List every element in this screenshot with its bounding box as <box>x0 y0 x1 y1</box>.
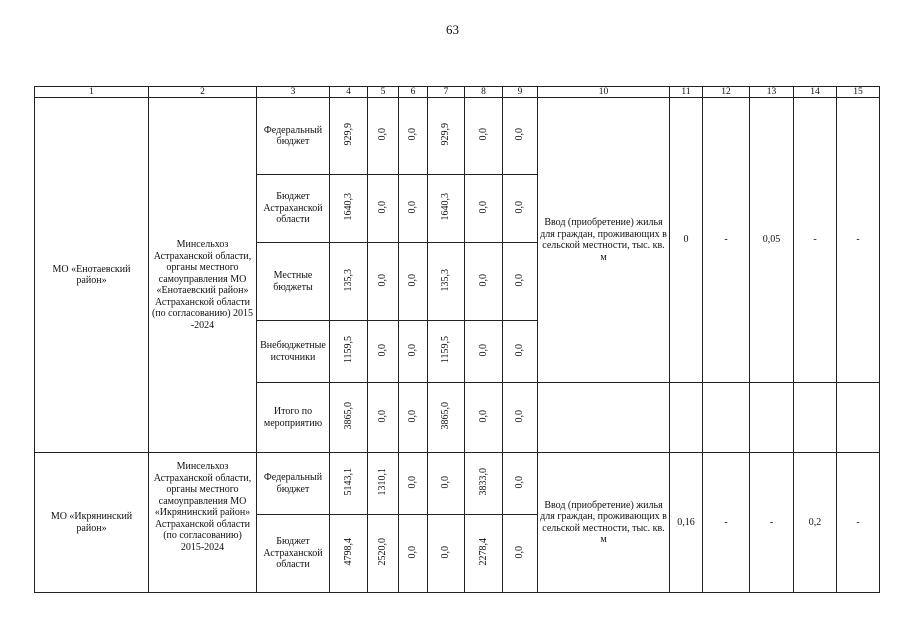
value-cell: 0,0 <box>399 515 428 593</box>
indicator-value-15: - <box>837 453 880 593</box>
header-cell: 1 <box>35 87 149 98</box>
value-cell: 1640,3 <box>428 175 465 243</box>
value-cell: 0,0 <box>399 98 428 175</box>
indicator-cell: Ввод (приобретение) жилья для граждан, проживающих в сельской местности, тыс. кв. м <box>538 98 670 383</box>
header-cell: 9 <box>503 87 538 98</box>
indicator-value-15: - <box>837 98 880 383</box>
source-cell: Бюджет Астраханской области <box>257 515 330 593</box>
value-cell: 0,0 <box>465 175 503 243</box>
value-cell: 0,0 <box>399 453 428 515</box>
indicator-value-11: 0 <box>670 98 703 383</box>
value-cell: 0,0 <box>368 175 399 243</box>
value-cell: 0,0 <box>503 175 538 243</box>
header-cell: 10 <box>538 87 670 98</box>
indicator-value-14: - <box>794 98 837 383</box>
value-cell: 0,0 <box>503 243 538 321</box>
value-cell: 1159,5 <box>330 321 368 383</box>
header-cell: 11 <box>670 87 703 98</box>
executor-cell: Минсельхоз Астраханской области, органы местного самоуправления МО «Икрянинский район» Астраханской области (по согласованию) 2015-2024 <box>149 453 257 593</box>
value-cell: 0,0 <box>399 321 428 383</box>
value-cell: 3865,0 <box>330 383 368 453</box>
indicator-value-14: 0,2 <box>794 453 837 593</box>
value-cell: 3833,0 <box>465 453 503 515</box>
value-cell: 0,0 <box>399 243 428 321</box>
value-cell: 0,0 <box>465 383 503 453</box>
value-cell: 0,0 <box>428 515 465 593</box>
header-cell: 4 <box>330 87 368 98</box>
value-cell: 0,0 <box>465 243 503 321</box>
header-cell: 2 <box>149 87 257 98</box>
value-cell: 1159,5 <box>428 321 465 383</box>
value-cell: 0,0 <box>503 98 538 175</box>
empty-cell <box>750 383 794 453</box>
program-table <box>34 86 880 593</box>
value-cell: 929,9 <box>330 98 368 175</box>
value-cell: 929,9 <box>428 98 465 175</box>
indicator-cell: Ввод (приобретение) жилья для граждан, проживающих в сельской местности, тыс. кв. м <box>538 453 670 593</box>
empty-cell <box>837 383 880 453</box>
value-cell: 0,0 <box>399 175 428 243</box>
empty-cell <box>703 383 750 453</box>
value-cell: 135,3 <box>428 243 465 321</box>
value-cell: 2278,4 <box>465 515 503 593</box>
header-cell: 7 <box>428 87 465 98</box>
value-cell: 0,0 <box>503 321 538 383</box>
value-cell: 0,0 <box>503 515 538 593</box>
value-cell: 3865,0 <box>428 383 465 453</box>
source-cell: Итого по мероприятию <box>257 383 330 453</box>
source-cell: Бюджет Астраханской области <box>257 175 330 243</box>
table-row <box>35 453 880 515</box>
page-number: 63 <box>446 22 459 37</box>
indicator-value-13: 0,05 <box>750 98 794 383</box>
empty-cell <box>794 383 837 453</box>
header-cell: 8 <box>465 87 503 98</box>
empty-cell <box>538 383 670 453</box>
district-cell: МО «Икрянинский район» <box>35 453 149 593</box>
header-row <box>35 87 880 98</box>
value-cell: 0,0 <box>399 383 428 453</box>
indicator-value-12: - <box>703 453 750 593</box>
executor-cell: Минсельхоз Астраханской области, органы местного самоуправления МО «Енотаевский район» Астраханской области (по согласованию) 2015 -2024 <box>149 98 257 453</box>
header-cell: 12 <box>703 87 750 98</box>
indicator-value-12: - <box>703 98 750 383</box>
header-cell: 6 <box>399 87 428 98</box>
value-cell: 4798,4 <box>330 515 368 593</box>
empty-cell <box>670 383 703 453</box>
source-cell: Федеральный бюджет <box>257 453 330 515</box>
value-cell: 0,0 <box>428 453 465 515</box>
value-cell: 0,0 <box>368 321 399 383</box>
value-cell: 0,0 <box>368 98 399 175</box>
header-cell: 15 <box>837 87 880 98</box>
value-cell: 5143,1 <box>330 453 368 515</box>
source-cell: Внебюджетные источники <box>257 321 330 383</box>
value-cell: 0,0 <box>368 243 399 321</box>
header-cell: 5 <box>368 87 399 98</box>
indicator-value-13: - <box>750 453 794 593</box>
source-cell: Федеральный бюджет <box>257 98 330 175</box>
district-cell: МО «Енотаевский район» <box>35 98 149 453</box>
value-cell: 0,0 <box>503 383 538 453</box>
value-cell: 1640,3 <box>330 175 368 243</box>
indicator-value-11: 0,16 <box>670 453 703 593</box>
header-cell: 13 <box>750 87 794 98</box>
value-cell: 0,0 <box>465 321 503 383</box>
value-cell: 0,0 <box>465 98 503 175</box>
table-row <box>35 98 880 175</box>
value-cell: 1310,1 <box>368 453 399 515</box>
value-cell: 135,3 <box>330 243 368 321</box>
source-cell: Местные бюджеты <box>257 243 330 321</box>
header-cell: 14 <box>794 87 837 98</box>
header-cell: 3 <box>257 87 330 98</box>
value-cell: 0,0 <box>368 383 399 453</box>
value-cell: 0,0 <box>503 453 538 515</box>
value-cell: 2520,0 <box>368 515 399 593</box>
